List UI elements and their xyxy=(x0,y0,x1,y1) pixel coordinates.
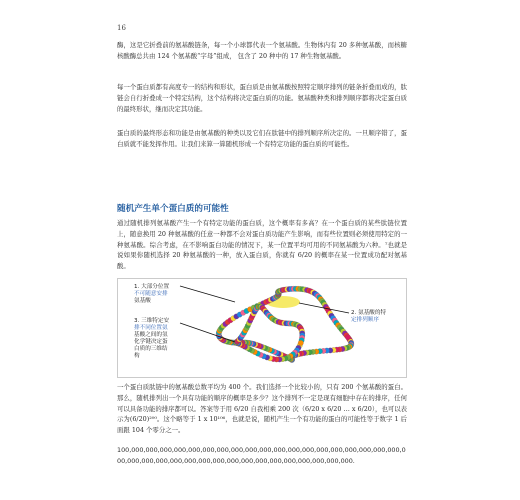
zeros-line: 100,000,000,000,000,000,000,000,000,000,000,000,000,000,000,000,000,000,000,000,000,000,000,000,000,000,000,000,000,000,000,000,000,000,000,000,000. xyxy=(117,446,406,465)
label-3-line-1: 3. 三维特定安 xyxy=(134,318,170,324)
label-3-line-2: 排不同位置氨 xyxy=(134,325,168,331)
label-1-line-2: 不可随意安排 xyxy=(134,291,168,297)
section-paragraph: 通过随机排列氨基酸产生一个有特定功能的蛋白质，这个概率有多高？在一个蛋白质的某些肽链位置上，随意换用 20 种氨基酸的任意一种都不会对蛋白质功能产生影响，而有些位置则必须使用特定的一种氨基酸。综合考虑，在不影响蛋白功能的情况下，某一位置平均可用的不同氨基酸为六种。⁷也就是说如果你随机选择 20 种氨基酸的一种，放入蛋白质，你就有 6/20 的概率在某一位置成功配对氨基酸。 xyxy=(117,219,407,271)
label-3-line-4: 化学键决定蛋 xyxy=(134,339,168,345)
intro-paragraph-1: 酶，这是它折叠前的氨基酸链条，每一个小球都代表一个氨基酸。生物体内有 20 多种氨基酸，而核糖核酸酶总共由 124 个氨基酸“字母”组成， 包含了 20 种中的 17 种生物氨基酸。 xyxy=(117,41,407,60)
intro-paragraph-2: 每一个蛋白质都有高度专一的结构和形状，蛋白质是由氨基酸按照特定顺序排列的链条折叠而成的，肽链会自行折叠成一个特定结构，这个结构将决定蛋白质的功能。氨基酸种类和排列顺序都将决定蛋白质的最终形状，继而决定其功能。 xyxy=(117,83,407,113)
protein-chain-figure xyxy=(117,278,407,378)
label-2-line-1: 2. 氨基酸的特 xyxy=(351,310,387,316)
amino-acid-ball xyxy=(345,334,350,339)
amino-acid-ball xyxy=(298,340,303,345)
label-3-line-5: 白质的三维结 xyxy=(134,346,168,352)
label-1-line-3: 氨基酸 xyxy=(134,298,151,304)
label-2-line-2: 定排列顺序 xyxy=(351,317,379,323)
label-3-line-6: 构 xyxy=(134,353,140,359)
protein-chain-illustration xyxy=(117,278,407,378)
closing-paragraph: 一个蛋白质肽链中的氨基酸总数平均为 400 个。我们选择一个比较小的，只有 200 个氨基酸的蛋白。那么，随机排列出一个具有功能的顺序的概率是多少？这个排列不一定是现有细胞中存在的排序，任何可以具备功能的排序都可以。答案等于用 6/20 自我相乘 200 次（6/20 x 6/20 … x 6/20），也可以表示为(6/20)²⁰⁰。这个略等于 1 x 10¹⁰⁶，也就是说，随机产生一个有功能的蛋白的可能性等于数字 1 后面跟 104 个零分之一。 xyxy=(117,383,407,435)
section-heading: 随机产生单个蛋白质的可能性 xyxy=(117,204,229,214)
label-3-line-3: 基酸之间的氢 xyxy=(134,332,168,338)
label-1-line-1: 1. 大部分位置 xyxy=(134,284,170,290)
page-number: 16 xyxy=(117,24,126,32)
intro-paragraph-3: 蛋白质的最终形态和功能是由氨基酸的种类以及它们在肽链中的排列顺序所决定的。一旦顺序错了，蛋白质就不能发挥作用。让我们来算一算随机形成一个有特定功能的蛋白质的可能性。 xyxy=(117,129,407,148)
